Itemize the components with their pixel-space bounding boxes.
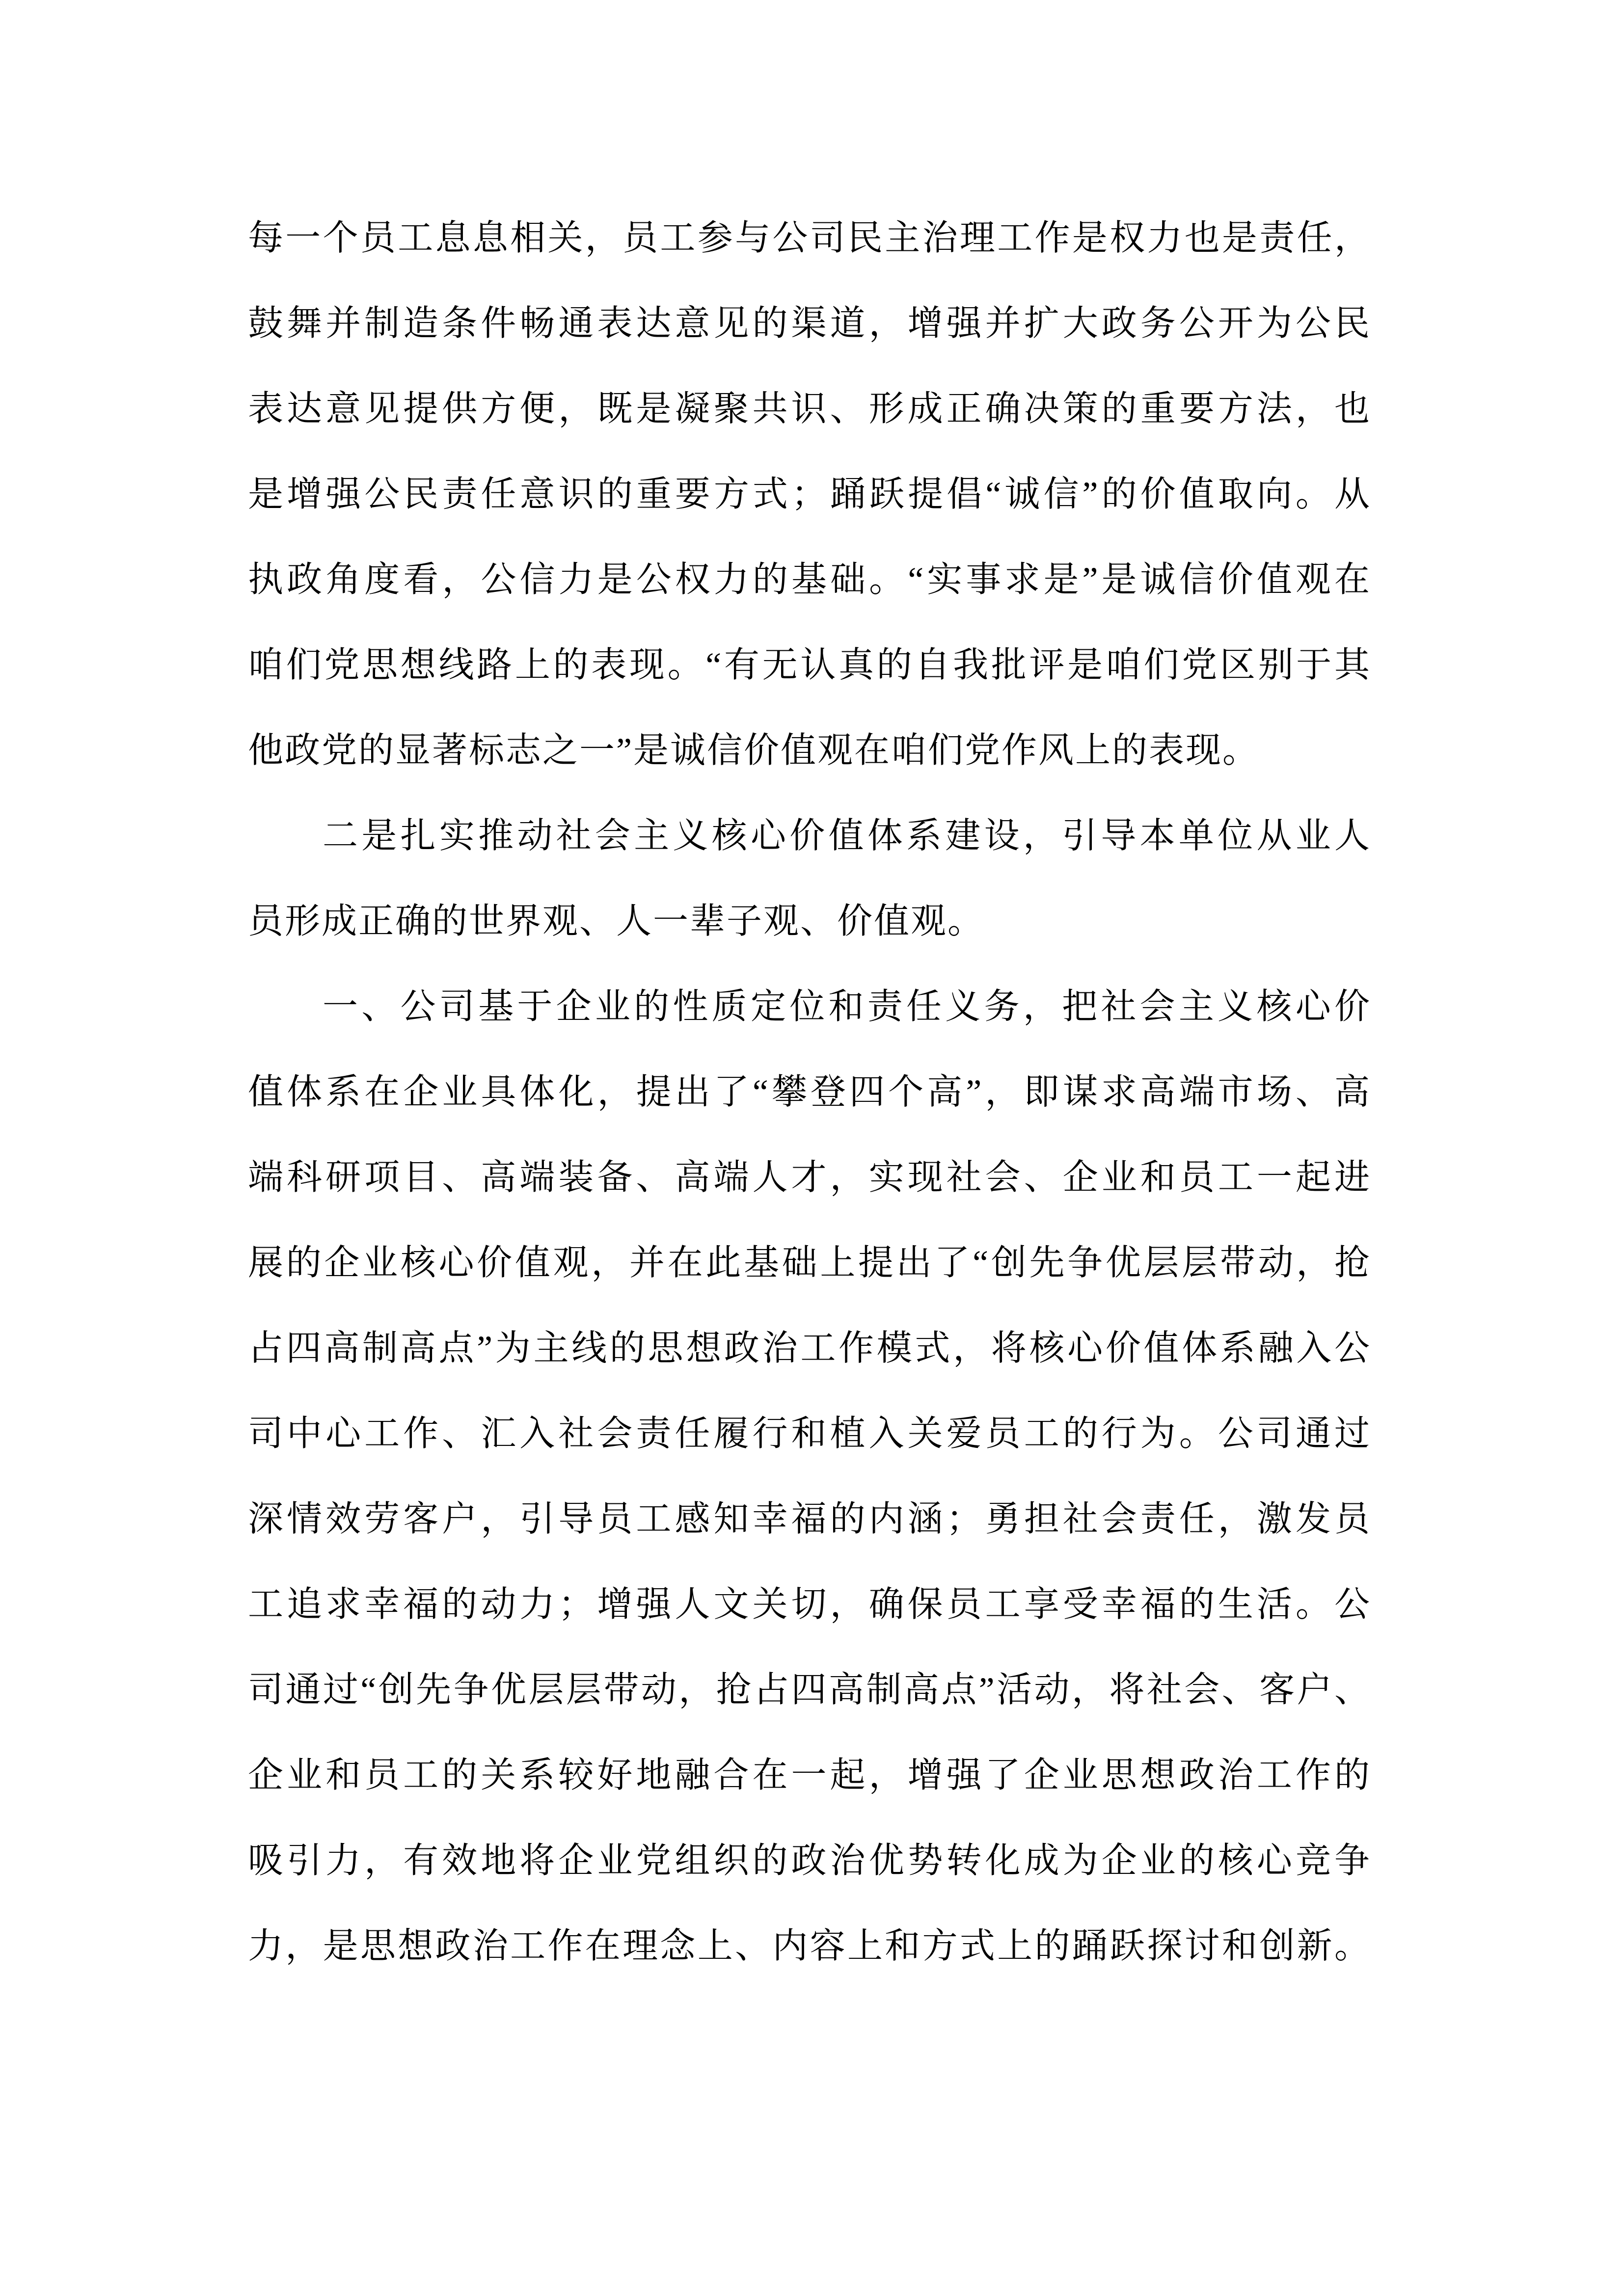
text-line: 展的企业核心价值观，并在此基础上提出了“创先争优层层带动，抢 — [248, 1243, 1370, 1282]
text-line: 员形成正确的世界观、人一辈子观、价值观。 — [248, 902, 985, 941]
text-line: 工追求幸福的动力；增强人文关切，确保员工享受幸福的生活。公 — [248, 1585, 1370, 1624]
text-line: 一、公司基于企业的性质定位和责任义务，把社会主义核心价 — [323, 987, 1370, 1026]
text-line: 端科研项目、高端装备、高端人才，实现社会、企业和员工一起进 — [248, 1158, 1370, 1197]
text-line: 深情效劳客户，引导员工感知幸福的内涵；勇担社会责任，激发员 — [248, 1499, 1370, 1539]
text-line: 二是扎实推动社会主义核心价值体系建设，引导本单位从业人 — [323, 816, 1370, 855]
text-line: 占四高制高点”为主线的思想政治工作模式，将核心价值体系融入公 — [248, 1329, 1370, 1368]
text-line: 每一个员工息息相关，员工参与公司民主治理工作是权力也是责任， — [248, 218, 1370, 258]
text-line: 企业和员工的关系较好地融合在一起，增强了企业思想政治工作的 — [248, 1756, 1370, 1795]
text-line: 力，是思想政治工作在理念上、内容上和方式上的踊跃探讨和创新。 — [248, 1926, 1370, 1966]
text-line: 吸引力，有效地将企业党组织的政治优势转化成为企业的核心竞争 — [248, 1841, 1370, 1880]
text-line: 司通过“创先争优层层带动，抢占四高制高点”活动，将社会、客户、 — [248, 1670, 1370, 1709]
text-line: 司中心工作、汇入社会责任履行和植入关爱员工的行为。公司通过 — [248, 1414, 1370, 1453]
text-line: 咱们党思想线路上的表现。“有无认真的自我批评是咱们党区别于其 — [248, 645, 1370, 685]
text-line: 他政党的显著标志之一”是诚信价值观在咱们党作风上的表现。 — [248, 731, 1259, 770]
document-body — [248, 195, 1370, 1989]
text-line: 是增强公民责任意识的重要方式；踊跃提倡“诚信”的价值取向。从 — [248, 475, 1370, 514]
text-line: 鼓舞并制造条件畅通表达意见的渠道，增强并扩大政务公开为公民 — [248, 304, 1370, 343]
text-line: 表达意见提供方便，既是凝聚共识、形成正确决策的重要方法，也 — [248, 389, 1370, 428]
text-line: 值体系在企业具体化，提出了“攀登四个高”，即谋求高端市场、高 — [248, 1072, 1370, 1112]
text-line: 执政角度看，公信力是公权力的基础。“实事求是”是诚信价值观在 — [248, 560, 1370, 599]
